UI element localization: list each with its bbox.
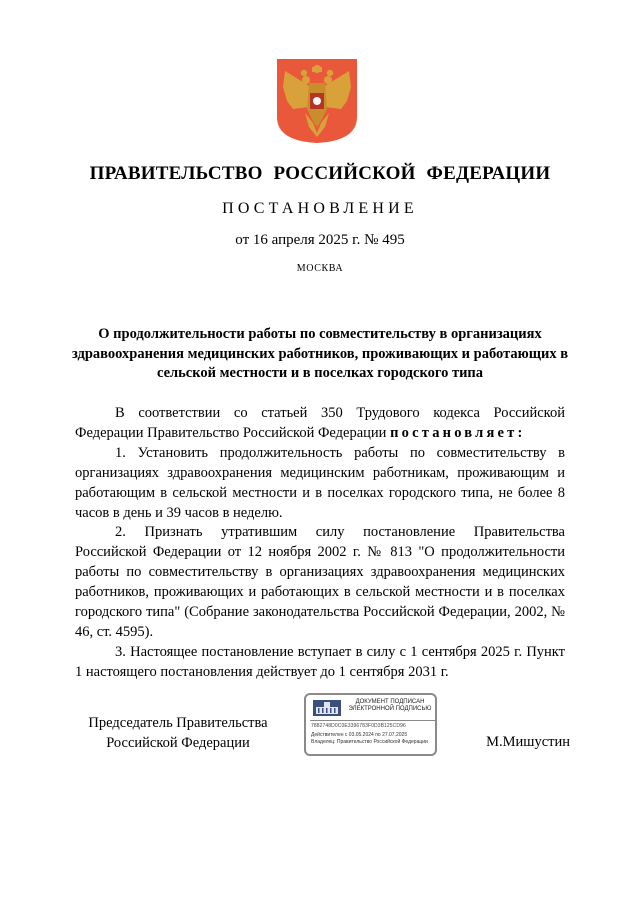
- stamp-heading: [344, 699, 436, 713]
- paragraph-3: 3. Настоящее постановление вступает в силу с 1 сентября 2025 г. Пункт 1 настоящего постановления действует до 1 сентября 2031 г.: [75, 643, 565, 680]
- paragraph-1: 1. Установить продолжительность работы по совместительству в организациях здравоохранения медицинским работникам, проживающим и работающим в сельской местности и в поселках городского типа, не более 8 часов в день и 39 часов в неделю.: [75, 444, 565, 521]
- stamp-heading-line2: ЭЛЕКТРОННОЙ ПОДПИСЬЮ: [348, 706, 432, 712]
- document-type: ПОСТАНОВЛЕНИЕ: [222, 200, 418, 217]
- certificate-number: 7882748D0C0E3396783F0D3B125CD96: [311, 723, 406, 729]
- signer-position-line2: Российской Федерации: [106, 734, 250, 751]
- resolves-word: постановляет:: [390, 424, 526, 441]
- electronic-signature-stamp: [304, 693, 437, 756]
- document-date-number: от 16 апреля 2025 г. № 495: [235, 232, 405, 248]
- intro-paragraph: [75, 404, 565, 444]
- signer-position-line1: Председатель Правительства: [88, 715, 268, 731]
- government-title: ПРАВИТЕЛЬСТВО РОССИЙСКОЙ ФЕДЕРАЦИИ: [89, 163, 551, 184]
- signer-name: М.Мишустин: [486, 734, 570, 750]
- signer-position: [78, 714, 278, 753]
- certificate-owner: Владелец: Правительство Российской Федерации: [311, 739, 428, 745]
- government-building-icon: [312, 699, 342, 717]
- intro-text: В соответствии со статьей 350 Трудового кодекса Российской Федерации Правительство Российской Федерации: [75, 405, 565, 441]
- document-body: [75, 404, 565, 683]
- certificate-validity: Действителен с 03.05.2024 по 27.07.2025: [311, 732, 408, 738]
- document-subject: О продолжительности работы по совместительству в организациях здравоохранения медицинских работников, проживающих и работающих в сельской местности и в поселках городского типа: [71, 326, 569, 381]
- document-city: МОСКВА: [296, 263, 344, 274]
- stamp-heading-line1: ДОКУМЕНТ ПОДПИСАН: [355, 699, 425, 705]
- stamp-divider: [310, 720, 435, 721]
- coat-of-arms-russia-icon: [275, 57, 359, 145]
- paragraph-2: 2. Признать утратившим силу постановление Правительства Российской Федерации от 12 ноября 2002 г. № 813 "О продолжительности работы по совместительству в организациях здравоохранения медицинских работников, проживающих и работающих в сельской местности и в поселках городского типа" (Собрание законодательства Российской Федерации, 2002, № 46, ст. 4595).: [75, 524, 565, 640]
